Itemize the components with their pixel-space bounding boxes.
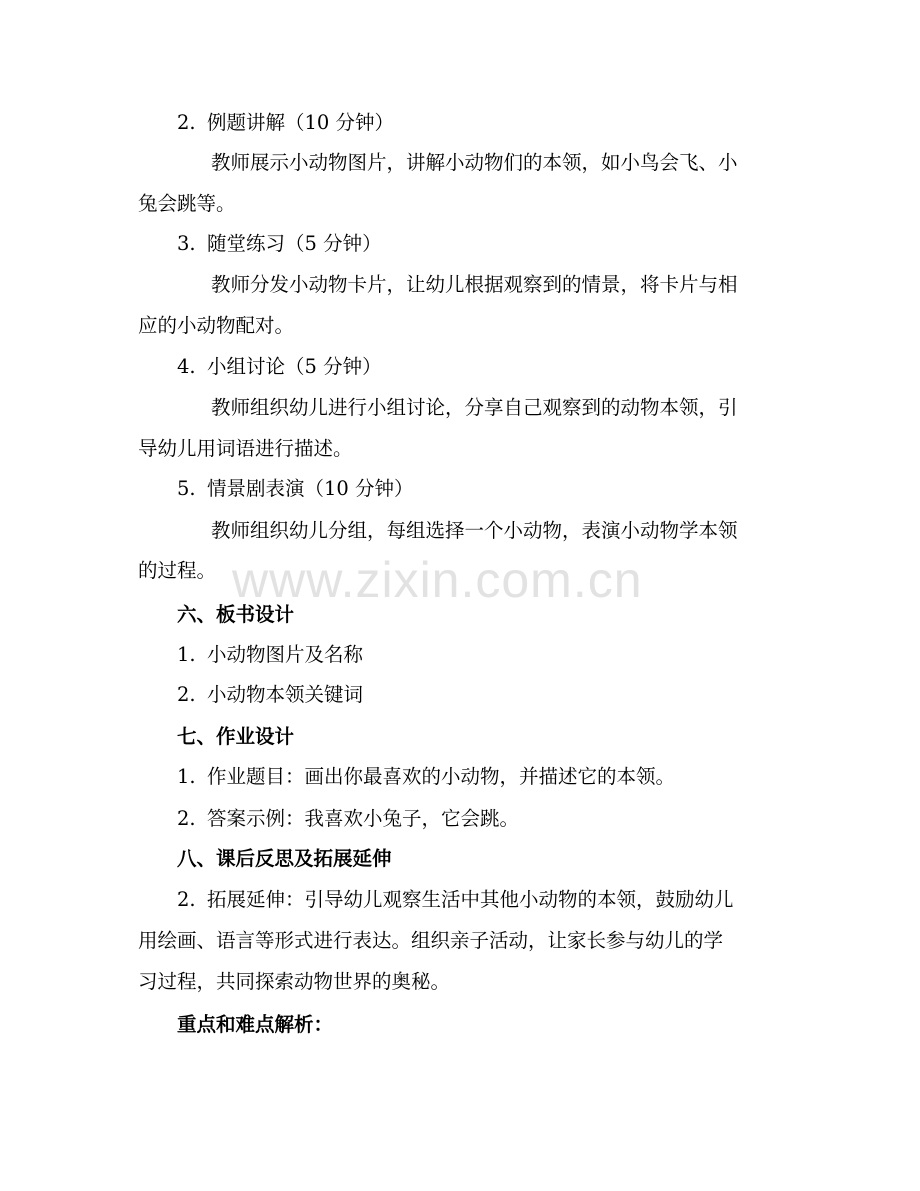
paragraph-line: 教师组织幼儿分组，每组选择一个小动物，表演小动物学本领 [211,519,738,542]
paragraph-line: 教师分发小动物卡片，让幼儿根据观察到的情景，将卡片与相 [211,273,738,296]
list-item-number: 1. [177,643,196,666]
list-item-number: 2. [177,683,196,706]
item-title-text: 随堂练习（5 分钟） [207,232,382,255]
item-title-text: 例题讲解（10 分钟） [207,111,395,134]
list-item-number: 2. [177,807,196,830]
section-heading: 重点和难点解析： [177,1013,334,1036]
item-title [177,474,414,504]
paragraph-line: 教师组织幼儿进行小组讨论，分享自己观察到的动物本领，引 [211,396,738,419]
paragraph-line: 导幼儿用词语进行描述。 [138,437,353,460]
paragraph-line: 教师展示小动物图片，讲解小动物们的本领，如小鸟会飞、小 [211,151,738,174]
list-item-text: 小动物图片及名称 [207,643,364,666]
list-item-text: 小动物本领关键词 [207,683,364,706]
list-item-text: 作业题目：画出你最喜欢的小动物，并描述它的本领。 [207,765,676,788]
item-title-text: 小组讨论（5 分钟） [207,355,382,378]
item-number: 4. [177,355,196,378]
paragraph-line [177,885,734,915]
item-number: 3. [177,232,196,255]
paragraph-line: 习过程，共同探索动物世界的奥秘。 [138,970,451,993]
item-title [177,352,382,382]
list-item-text: 答案示例：我喜欢小兔子，它会跳。 [207,807,520,830]
paragraph-line: 兔会跳等。 [138,192,236,215]
list-item [177,680,363,710]
paragraph-line: 用绘画、语言等形式进行表达。组织亲子活动，让家长参与幼儿的学 [138,929,724,952]
section-heading: 八、课后反思及拓展延伸 [177,847,392,870]
list-item-number: 1. [177,765,196,788]
list-item [177,762,675,792]
list-item-number: 2. [177,888,196,911]
item-title [177,108,394,138]
section-heading: 七、作业设计 [177,725,295,748]
paragraph-line: 的过程。 [138,559,217,582]
watermark: www.zixin.com.cn [232,552,643,608]
item-title [177,229,382,259]
paragraph-line: 应的小动物配对。 [138,314,295,337]
item-title-text: 情景剧表演（10 分钟） [207,477,414,500]
section-heading: 六、板书设计 [177,603,295,626]
list-item [177,804,519,834]
item-number: 5. [177,477,196,500]
paragraph-text: 拓展延伸：引导幼儿观察生活中其他小动物的本领，鼓励幼儿 [207,888,734,911]
item-number: 2. [177,111,196,134]
list-item [177,640,363,670]
